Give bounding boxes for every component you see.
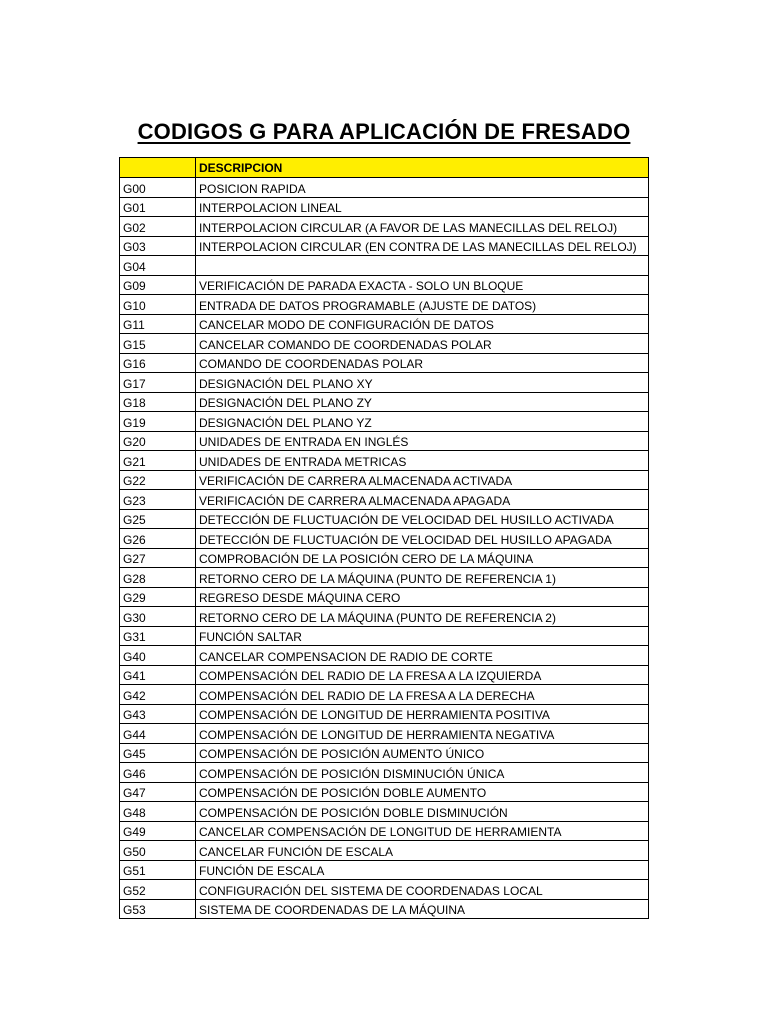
description-cell: DESIGNACIÓN DEL PLANO YZ <box>196 412 649 432</box>
table-row <box>120 314 649 334</box>
table-row <box>120 782 649 802</box>
table-row <box>120 236 649 256</box>
description-cell: COMPENSACIÓN DE LONGITUD DE HERRAMIENTA NEGATIVA <box>196 724 649 744</box>
code-cell: G04 <box>120 256 196 276</box>
table-row <box>120 470 649 490</box>
header-code-cell <box>120 158 196 178</box>
description-cell: INTERPOLACION LINEAL <box>196 197 649 217</box>
table-row <box>120 392 649 412</box>
description-cell: COMPENSACIÓN DEL RADIO DE LA FRESA A LA DERECHA <box>196 685 649 705</box>
code-cell: G46 <box>120 763 196 783</box>
code-cell: G20 <box>120 431 196 451</box>
table-row <box>120 529 649 549</box>
description-cell: COMPENSACIÓN DEL RADIO DE LA FRESA A LA IZQUIERDA <box>196 665 649 685</box>
code-cell: G25 <box>120 509 196 529</box>
code-cell: G23 <box>120 490 196 510</box>
description-cell: CANCELAR MODO DE CONFIGURACIÓN DE DATOS <box>196 314 649 334</box>
table-row <box>120 353 649 373</box>
code-cell: G50 <box>120 841 196 861</box>
code-cell: G44 <box>120 724 196 744</box>
description-cell: DETECCIÓN DE FLUCTUACIÓN DE VELOCIDAD DEL HUSILLO APAGADA <box>196 529 649 549</box>
table-row <box>120 763 649 783</box>
table-row <box>120 373 649 393</box>
table-row <box>120 490 649 510</box>
description-cell: SISTEMA DE COORDENADAS DE LA MÁQUINA <box>196 899 649 919</box>
table-row <box>120 607 649 627</box>
description-cell: COMPENSACIÓN DE POSICIÓN AUMENTO ÚNICO <box>196 743 649 763</box>
table-row <box>120 646 649 666</box>
description-cell: COMPROBACIÓN DE LA POSICIÓN CERO DE LA MÁQUINA <box>196 548 649 568</box>
code-cell: G19 <box>120 412 196 432</box>
description-cell: DESIGNACIÓN DEL PLANO XY <box>196 373 649 393</box>
code-cell: G52 <box>120 880 196 900</box>
description-cell: CANCELAR FUNCIÓN DE ESCALA <box>196 841 649 861</box>
table-row <box>120 275 649 295</box>
code-cell: G45 <box>120 743 196 763</box>
code-cell: G42 <box>120 685 196 705</box>
description-cell: VERIFICACIÓN DE CARRERA ALMACENADA ACTIVADA <box>196 470 649 490</box>
table-body <box>120 178 649 919</box>
table-row <box>120 880 649 900</box>
table-row <box>120 548 649 568</box>
table-row <box>120 431 649 451</box>
table-row <box>120 197 649 217</box>
description-cell: VERIFICACIÓN DE PARADA EXACTA - SOLO UN BLOQUE <box>196 275 649 295</box>
table-row <box>120 821 649 841</box>
description-cell: UNIDADES DE ENTRADA EN INGLÉS <box>196 431 649 451</box>
description-cell: COMPENSACIÓN DE POSICIÓN DOBLE DISMINUCIÓN <box>196 802 649 822</box>
table-row <box>120 217 649 237</box>
description-cell: CANCELAR COMPENSACION DE RADIO DE CORTE <box>196 646 649 666</box>
code-cell: G47 <box>120 782 196 802</box>
description-cell: COMPENSACIÓN DE POSICIÓN DOBLE AUMENTO <box>196 782 649 802</box>
table-row <box>120 626 649 646</box>
table-row <box>120 704 649 724</box>
description-cell: CANCELAR COMPENSACIÓN DE LONGITUD DE HERRAMIENTA <box>196 821 649 841</box>
g-codes-table <box>119 157 649 919</box>
description-cell: RETORNO CERO DE LA MÁQUINA (PUNTO DE REFERENCIA 1) <box>196 568 649 588</box>
code-cell: G31 <box>120 626 196 646</box>
code-cell: G17 <box>120 373 196 393</box>
table-row <box>120 451 649 471</box>
description-cell: DESIGNACIÓN DEL PLANO ZY <box>196 392 649 412</box>
code-cell: G00 <box>120 178 196 198</box>
code-cell: G51 <box>120 860 196 880</box>
code-cell: G26 <box>120 529 196 549</box>
table-row <box>120 178 649 198</box>
code-cell: G29 <box>120 587 196 607</box>
table-row <box>120 724 649 744</box>
code-cell: G49 <box>120 821 196 841</box>
code-cell: G48 <box>120 802 196 822</box>
code-cell: G02 <box>120 217 196 237</box>
table-header-row <box>120 158 649 178</box>
description-cell: CANCELAR COMANDO DE COORDENADAS POLAR <box>196 334 649 354</box>
code-cell: G11 <box>120 314 196 334</box>
table-row <box>120 802 649 822</box>
description-cell: CONFIGURACIÓN DEL SISTEMA DE COORDENADAS LOCAL <box>196 880 649 900</box>
code-cell: G28 <box>120 568 196 588</box>
code-cell: G18 <box>120 392 196 412</box>
table-row <box>120 412 649 432</box>
description-cell: POSICION RAPIDA <box>196 178 649 198</box>
code-cell: G53 <box>120 899 196 919</box>
table-row <box>120 334 649 354</box>
table-row <box>120 860 649 880</box>
description-cell: INTERPOLACION CIRCULAR (A FAVOR DE LAS MANECILLAS DEL RELOJ) <box>196 217 649 237</box>
code-cell: G22 <box>120 470 196 490</box>
description-cell: INTERPOLACION CIRCULAR (EN CONTRA DE LAS MANECILLAS DEL RELOJ) <box>196 236 649 256</box>
table-row <box>120 899 649 919</box>
description-cell: COMPENSACIÓN DE LONGITUD DE HERRAMIENTA POSITIVA <box>196 704 649 724</box>
description-cell: FUNCIÓN DE ESCALA <box>196 860 649 880</box>
table-row <box>120 509 649 529</box>
description-cell: COMPENSACIÓN DE POSICIÓN DISMINUCIÓN ÚNICA <box>196 763 649 783</box>
header-description-cell: DESCRIPCION <box>196 158 649 178</box>
description-cell: DETECCIÓN DE FLUCTUACIÓN DE VELOCIDAD DEL HUSILLO ACTIVADA <box>196 509 649 529</box>
table-row <box>120 841 649 861</box>
description-cell: COMANDO DE COORDENADAS POLAR <box>196 353 649 373</box>
table-row <box>120 256 649 276</box>
description-cell: ENTRADA DE DATOS PROGRAMABLE (AJUSTE DE DATOS) <box>196 295 649 315</box>
code-cell: G30 <box>120 607 196 627</box>
code-cell: G03 <box>120 236 196 256</box>
table-row <box>120 685 649 705</box>
table-row <box>120 295 649 315</box>
description-cell: UNIDADES DE ENTRADA METRICAS <box>196 451 649 471</box>
description-cell: RETORNO CERO DE LA MÁQUINA (PUNTO DE REFERENCIA 2) <box>196 607 649 627</box>
code-cell: G41 <box>120 665 196 685</box>
code-cell: G27 <box>120 548 196 568</box>
page-title: CODIGOS G PARA APLICACIÓN DE FRESADO <box>137 119 631 144</box>
table-row <box>120 743 649 763</box>
code-cell: G09 <box>120 275 196 295</box>
code-cell: G21 <box>120 451 196 471</box>
description-cell: FUNCIÓN SALTAR <box>196 626 649 646</box>
code-cell: G16 <box>120 353 196 373</box>
description-cell <box>196 256 649 276</box>
code-cell: G10 <box>120 295 196 315</box>
table-row <box>120 587 649 607</box>
description-cell: VERIFICACIÓN DE CARRERA ALMACENADA APAGADA <box>196 490 649 510</box>
table-row <box>120 568 649 588</box>
code-cell: G01 <box>120 197 196 217</box>
table-row <box>120 665 649 685</box>
code-cell: G40 <box>120 646 196 666</box>
code-cell: G15 <box>120 334 196 354</box>
description-cell: REGRESO DESDE MÁQUINA CERO <box>196 587 649 607</box>
code-cell: G43 <box>120 704 196 724</box>
